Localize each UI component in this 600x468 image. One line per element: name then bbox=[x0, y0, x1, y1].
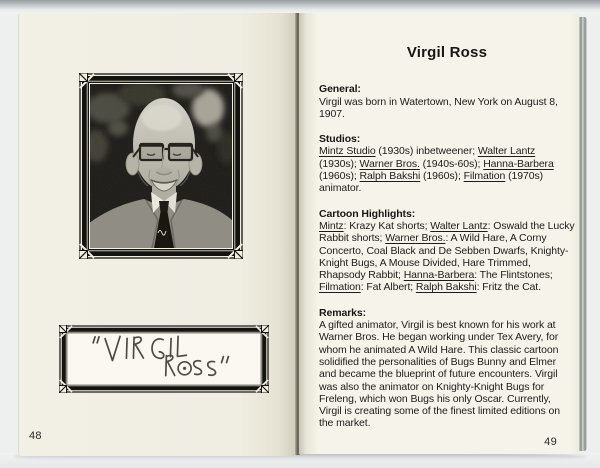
page-title: Virgil Ross bbox=[406, 44, 488, 61]
section-remarks-heading: Remarks: bbox=[319, 306, 367, 319]
portrait-photo bbox=[79, 73, 243, 259]
signature-frame bbox=[59, 325, 269, 393]
left-page-number: 48 bbox=[29, 430, 42, 442]
right-page bbox=[299, 13, 579, 454]
portrait-photo-frame bbox=[79, 73, 243, 259]
section-general bbox=[319, 83, 575, 120]
section-remarks bbox=[319, 307, 575, 430]
section-cartoon-highlights-body: Mintz: Krazy Kat shorts; Walter Lantz: Oswald the Lucky Rabbit shorts; Warner Bros.: A Wild Hare, A Corny Concerto, Coal Black and De Sebben Dwarfs, Knighty-Knight Bugs, A Mouse Divided, Hare Trimmed, Rhapsody Rabbit; Hanna-Barbera: The Flintstones; Filmation: Fat Albert; Ralph Bakshi: Fritz the Cat. bbox=[319, 219, 575, 294]
backdrop-top bbox=[0, 0, 600, 14]
signature-svg bbox=[59, 325, 269, 393]
right-page-number: 49 bbox=[544, 436, 557, 448]
section-remarks-body: A gifted animator, Virgil is best known for his work at Warner Bros. He began working under Tex Avery, for whom he animated A Wild Hare. This classic cartoon solidified the personalities of Bugs Bunny and Elmer and became the blueprint of future encounters. Virgil was also the animator on Knighty-Knight Bugs for Freleng, which won Bugs his only Oscar. Currently, Virgil is creating some of the finest limited editions on the market. bbox=[319, 319, 560, 430]
section-general-body: Virgil was born in Watertown, New York on August 8, 1907. bbox=[319, 95, 558, 120]
section-cartoon-highlights bbox=[319, 208, 575, 294]
section-studios bbox=[319, 133, 575, 194]
section-general-heading: General: bbox=[319, 83, 361, 96]
section-studios-body: Mintz Studio (1930s) inbetweener; Walter Lantz (1930s); Warner Bros. (1940s-60s); Hanna-Barbera (1960s); Ralph Bakshi (1960s); Filmation (1970s) animator. bbox=[319, 145, 554, 195]
page-edges bbox=[579, 17, 587, 451]
section-studios-heading: Studios: bbox=[319, 133, 361, 146]
right-page-content bbox=[319, 44, 575, 443]
section-cartoon-highlights-heading: Cartoon Highlights: bbox=[319, 207, 416, 220]
left-page bbox=[18, 13, 299, 456]
